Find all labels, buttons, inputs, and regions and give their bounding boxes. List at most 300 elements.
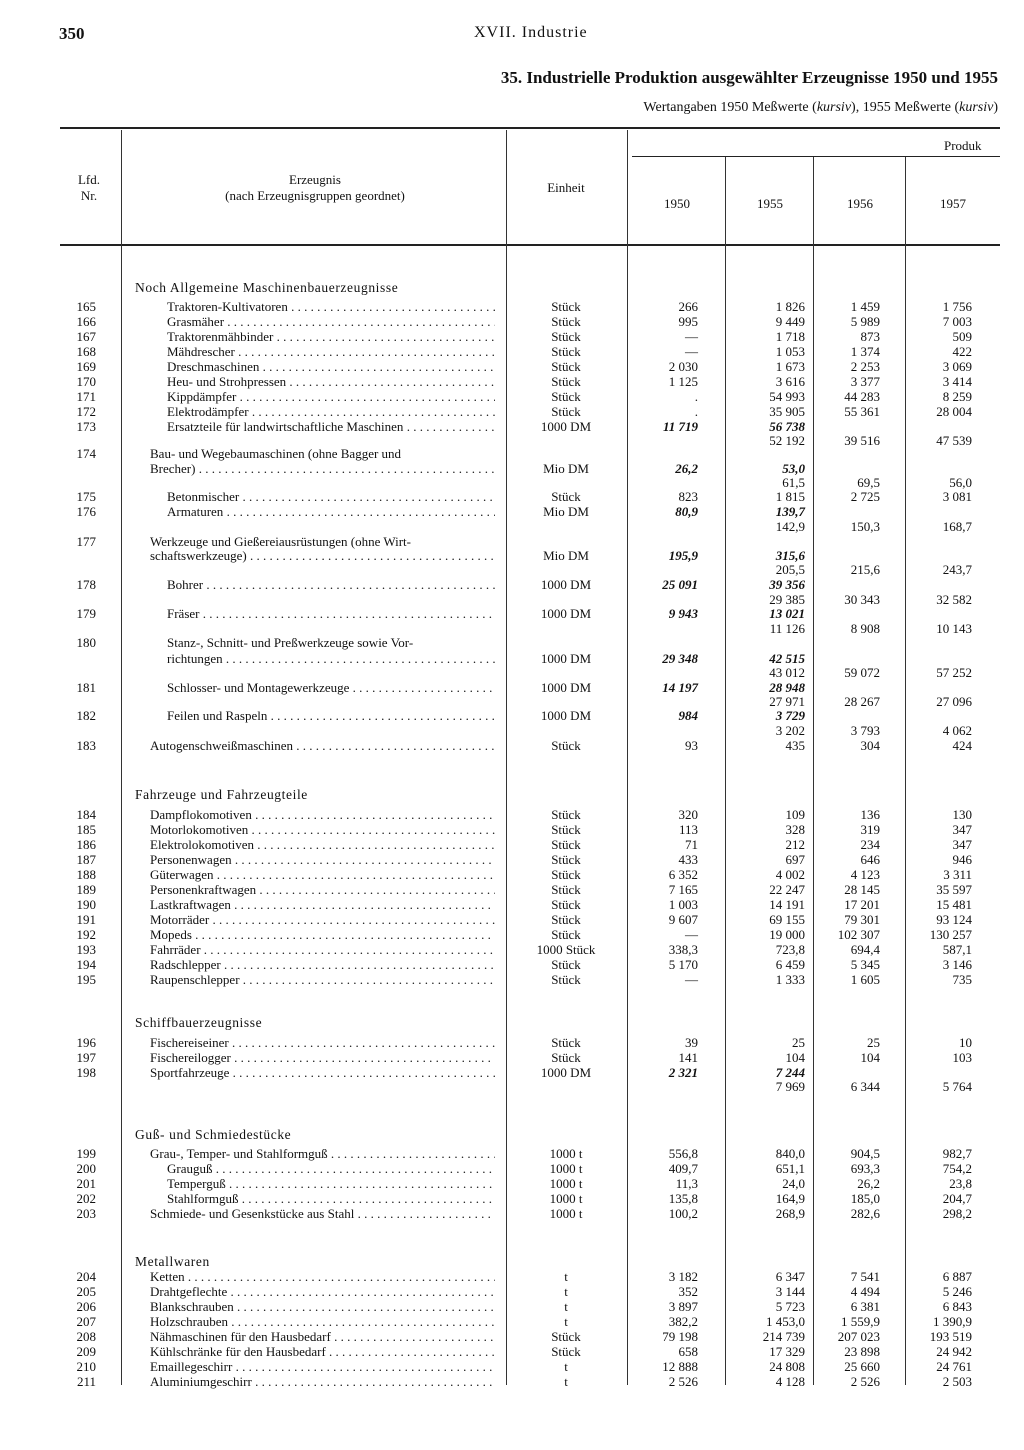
table-row [0, 315, 1024, 329]
value-1955: 3 616 [775, 374, 805, 389]
value-1956: 319 [860, 822, 880, 837]
value-1955: 435 [785, 738, 805, 753]
row-number: 174 [76, 446, 96, 461]
header-produktion: Produk [944, 138, 982, 153]
value-1957: 735 [952, 972, 972, 987]
unit: Stück [551, 807, 581, 822]
product-name: Emaillegeschirr . . . [150, 1360, 495, 1374]
row-number: 165 [76, 299, 96, 314]
product-name: Armaturen . . . [167, 505, 495, 519]
table-row [0, 973, 1024, 987]
header-einheit: Einheit [547, 180, 585, 195]
value-1956: 1 459 [850, 299, 880, 314]
value-1955: 1 053 [775, 344, 805, 359]
value-1950: 3 897 [668, 1299, 698, 1314]
value-1956: 25 [867, 1035, 880, 1050]
product-name: Ersatzteile für landwirtschaftliche Maschinen . . . [167, 420, 495, 434]
table-row [0, 405, 1024, 419]
value-1950: 352 [678, 1284, 698, 1299]
row-number: 180 [76, 635, 96, 650]
value-1955: 9 449 [775, 314, 805, 329]
row-number: 166 [76, 314, 96, 329]
value-1957: 424 [952, 738, 972, 753]
value-1956: 102 307 [837, 927, 880, 942]
value-1950: 11 719 [662, 419, 698, 434]
value-1955: 104 [785, 1050, 805, 1065]
unit: Stück [551, 882, 581, 897]
value-1950: — [685, 972, 698, 987]
value-1955: 723,8 [775, 942, 805, 957]
value-1957: 754,2 [942, 1161, 972, 1176]
row-number: 167 [76, 329, 96, 344]
value-1957: 204,7 [942, 1191, 972, 1206]
value-1956: 79 301 [844, 912, 880, 927]
value-1957: 347 [952, 822, 972, 837]
value-1950: 1 125 [668, 374, 698, 389]
header-lfd-nr: Lfd. Nr. [77, 172, 101, 203]
value-1957: 130 257 [929, 927, 972, 942]
unit: Stück [551, 822, 581, 837]
unit: 1000 DM [540, 419, 592, 434]
unit: Stück [551, 912, 581, 927]
value-1955: 42 515 [769, 651, 805, 666]
value-1950: 382,2 [668, 1314, 698, 1329]
value-1955: 6 347 [775, 1269, 805, 1284]
row-number: 184 [76, 807, 96, 822]
product-name: Radschlepper . . . [150, 958, 495, 972]
value-1956: 5 989 [850, 314, 880, 329]
product-name: Schlosser- und Montagewerkzeuge . . . [167, 681, 495, 695]
row-number: 191 [76, 912, 96, 927]
value-1950: 7 165 [668, 882, 698, 897]
unit: Stück [551, 867, 581, 882]
product-name: Schmiede- und Gesenkstücke aus Stahl . . . [150, 1207, 495, 1221]
value-1957: 347 [952, 837, 972, 852]
value-1950: 195,9 [668, 548, 698, 563]
unit: Mio DM [543, 504, 589, 519]
value-1956: 28 145 [844, 882, 880, 897]
table-row [0, 419, 1024, 448]
value-1956: 185,0 [850, 1191, 880, 1206]
value-1955-measure: 43 012 [769, 665, 805, 680]
table-row [0, 360, 1024, 374]
table-row [0, 504, 1024, 534]
value-1956: 39 516 [844, 433, 880, 448]
value-1956: 2 526 [850, 1374, 880, 1389]
value-1956: 282,6 [850, 1206, 880, 1221]
value-1950: . [694, 404, 698, 419]
product-name: Elektrodämpfer . . . [167, 405, 495, 419]
value-1950: 266 [678, 299, 698, 314]
unit: Stück [551, 1344, 581, 1359]
unit: Stück [551, 329, 581, 344]
row-number: 172 [76, 404, 96, 419]
value-1955: 1 718 [775, 329, 805, 344]
product-name: Kühlschränke für den Hausbedarf . . . [150, 1345, 495, 1359]
row-number: 181 [76, 680, 96, 695]
value-1950: 658 [678, 1344, 698, 1359]
value-1957: 3 081 [942, 489, 972, 504]
row-number: 205 [76, 1284, 96, 1299]
row-number: 193 [76, 942, 96, 957]
row-number: 201 [76, 1176, 96, 1191]
product-name: Fischereiseiner . . . [150, 1036, 495, 1050]
value-1950: 12 888 [662, 1359, 698, 1374]
table-row [0, 913, 1024, 927]
value-1956: 2 253 [850, 359, 880, 374]
value-1950: 11,3 [675, 1176, 698, 1191]
table-row [0, 853, 1024, 867]
product-name: Personenkraftwagen . . . [150, 883, 495, 897]
product-name: Sportfahrzeuge . . . [150, 1066, 495, 1080]
row-number: 209 [76, 1344, 96, 1359]
production-subheader-rule [632, 156, 1000, 157]
unit: t [564, 1359, 568, 1374]
product-name: Mopeds . . . [150, 928, 495, 942]
value-1955-measure: 52 192 [769, 433, 805, 448]
table-row [0, 708, 1024, 738]
value-1955: 3 144 [775, 1284, 805, 1299]
table-row [0, 1162, 1024, 1176]
value-1956: 694,4 [850, 942, 880, 957]
row-number: 169 [76, 359, 96, 374]
table-row [0, 1345, 1024, 1359]
row-number: 210 [76, 1359, 96, 1374]
value-1957: 56,0 [949, 475, 972, 490]
table-row [0, 635, 1024, 680]
unit: Stück [551, 1050, 581, 1065]
header-erzeugnis: Erzeugnis (nach Erzeugnisgruppen geordnet) [225, 172, 405, 203]
value-1957: 3 146 [942, 957, 972, 972]
product-name: Nähmaschinen für den Hausbedarf . . . [150, 1330, 495, 1344]
product-name: Kippdämpfer . . . [167, 390, 495, 404]
product-name: Grasmäher . . . [167, 315, 495, 329]
value-1956: 3 377 [850, 374, 880, 389]
product-name: Bohrer . . . [167, 578, 495, 592]
table-top-rule [60, 127, 1000, 129]
header-year-1956: 1956 [847, 196, 873, 211]
row-number: 175 [76, 489, 96, 504]
value-1956: 44 283 [844, 389, 880, 404]
unit: Stück [551, 374, 581, 389]
value-1955: 13 021 [769, 606, 805, 621]
value-1956: 6 381 [850, 1299, 880, 1314]
product-name-continued: Brecher) . . . [150, 462, 495, 476]
row-number: 171 [76, 389, 96, 404]
table-row [0, 1285, 1024, 1299]
value-1950: 338,3 [668, 942, 698, 957]
row-number: 176 [76, 504, 96, 519]
value-1957: 7 003 [942, 314, 972, 329]
row-number: 190 [76, 897, 96, 912]
value-1956: 150,3 [850, 519, 880, 534]
value-1956: 2 725 [850, 489, 880, 504]
value-1955: 53,0 [782, 461, 805, 476]
row-number: 200 [76, 1161, 96, 1176]
value-1950: 113 [678, 822, 698, 837]
value-1950: 26,2 [675, 461, 698, 476]
value-1957: 193 519 [929, 1329, 972, 1344]
unit: Mio DM [543, 548, 589, 563]
product-name: Werkzeuge und Gießereiausrüstungen (ohne Wirt- [150, 535, 411, 549]
product-name: Fahrräder . . . [150, 943, 495, 957]
value-1957: 32 582 [936, 592, 972, 607]
value-1950: 39 [685, 1035, 698, 1050]
unit: 1000 DM [540, 708, 592, 723]
value-1956: 215,6 [850, 562, 880, 577]
value-1957: 15 481 [936, 897, 972, 912]
row-number: 211 [76, 1374, 96, 1389]
product-name: Traktoren-Kultivatoren . . . [167, 300, 495, 314]
value-1950: 2 526 [668, 1374, 698, 1389]
value-1955: 24,0 [782, 1176, 805, 1191]
value-1955: 214 739 [762, 1329, 805, 1344]
value-1950: 433 [678, 852, 698, 867]
value-1956: 136 [860, 807, 880, 822]
value-1956: 30 343 [844, 592, 880, 607]
product-name: Ketten . . . [150, 1270, 495, 1284]
table-row [0, 1177, 1024, 1191]
value-1955: 17 329 [769, 1344, 805, 1359]
unit: 1000 t [549, 1206, 583, 1221]
value-1957: 587,1 [942, 942, 972, 957]
value-1955: 19 000 [769, 927, 805, 942]
value-1957: 93 124 [936, 912, 972, 927]
product-name: Lastkraftwagen . . . [150, 898, 495, 912]
table-row [0, 606, 1024, 636]
table-row [0, 739, 1024, 753]
value-1955: 35 905 [769, 404, 805, 419]
value-1955-measure: 205,5 [775, 562, 805, 577]
table-row [0, 1192, 1024, 1206]
value-1950: 79 198 [662, 1329, 698, 1344]
table-row [0, 1065, 1024, 1094]
product-name: Güterwagen . . . [150, 868, 495, 882]
unit: t [564, 1374, 568, 1389]
value-1950: 29 348 [662, 651, 698, 666]
value-1950: 141 [678, 1050, 698, 1065]
table-row [0, 1051, 1024, 1065]
header-year-1955: 1955 [757, 196, 783, 211]
value-1956: 26,2 [857, 1176, 880, 1191]
value-1950: 2 030 [668, 359, 698, 374]
unit: t [564, 1299, 568, 1314]
product-name: Heu- und Strohpressen . . . [167, 375, 495, 389]
value-1955: 39 356 [769, 577, 805, 592]
table-row [0, 446, 1024, 490]
table-row [0, 838, 1024, 852]
value-1956: 17 201 [844, 897, 880, 912]
value-1955: 139,7 [775, 504, 805, 519]
group-heading: Fahrzeuge und Fahrzeugteile [135, 787, 308, 802]
product-name: Betonmischer . . . [167, 490, 495, 504]
row-number: 204 [76, 1269, 96, 1284]
table-row [0, 898, 1024, 912]
row-number: 197 [76, 1050, 96, 1065]
product-name: Dreschmaschinen . . . [167, 360, 495, 374]
product-name-continued: schaftswerkzeuge) . . . [150, 549, 495, 563]
product-name: Blankschrauben . . . [150, 1300, 495, 1314]
row-number: 192 [76, 927, 96, 942]
value-1950: 1 003 [668, 897, 698, 912]
product-name: Autogenschweißmaschinen . . . [150, 739, 495, 753]
product-name: Elektrolokomotiven . . . [150, 838, 495, 852]
value-1956: 69,5 [857, 475, 880, 490]
value-1957: 1 390,9 [933, 1314, 972, 1329]
value-1950: 100,2 [668, 1206, 698, 1221]
row-number: 202 [76, 1191, 96, 1206]
unit: Stück [551, 314, 581, 329]
table-row [0, 808, 1024, 822]
value-1956: 207 023 [837, 1329, 880, 1344]
table-row [0, 1315, 1024, 1329]
value-1956: 4 494 [850, 1284, 880, 1299]
value-1956: 1 374 [850, 344, 880, 359]
value-1955: 328 [785, 822, 805, 837]
value-1955: 4 128 [775, 1374, 805, 1389]
value-1956: 693,3 [850, 1161, 880, 1176]
value-1957: 8 259 [942, 389, 972, 404]
unit: Stück [551, 404, 581, 419]
row-number: 185 [76, 822, 96, 837]
unit: 1000 DM [540, 577, 592, 592]
value-1950: — [685, 927, 698, 942]
table-row [0, 1036, 1024, 1050]
value-1955: 268,9 [775, 1206, 805, 1221]
value-1957: 47 539 [936, 433, 972, 448]
value-1955: 24 808 [769, 1359, 805, 1374]
value-1957: 1 756 [942, 299, 972, 314]
value-1957: 3 311 [943, 867, 972, 882]
table-row [0, 375, 1024, 389]
value-1956: 104 [860, 1050, 880, 1065]
product-name: Aluminiumgeschirr . . . [150, 1375, 495, 1389]
table-row [0, 1375, 1024, 1389]
value-1950: 14 197 [662, 680, 698, 695]
value-1956: 646 [860, 852, 880, 867]
value-1957: 5 246 [942, 1284, 972, 1299]
unit: 1000 t [549, 1176, 583, 1191]
product-name: Motorräder . . . [150, 913, 495, 927]
value-1956: 3 793 [850, 723, 880, 738]
table-row [0, 883, 1024, 897]
value-1956: 25 660 [844, 1359, 880, 1374]
value-1957: 298,2 [942, 1206, 972, 1221]
unit: Stück [551, 489, 581, 504]
product-name: Traktorenmähbinder . . . [167, 330, 495, 344]
row-number: 207 [76, 1314, 96, 1329]
row-number: 194 [76, 957, 96, 972]
table-row [0, 958, 1024, 972]
table-row [0, 1270, 1024, 1284]
table-row [0, 534, 1024, 577]
value-1950: 25 091 [662, 577, 698, 592]
unit: Stück [551, 738, 581, 753]
value-1955: 3 729 [775, 708, 805, 723]
product-name: Holzschrauben . . . [150, 1315, 495, 1329]
value-1950: 80,9 [675, 504, 698, 519]
unit: 1000 t [549, 1161, 583, 1176]
value-1957: 3 414 [942, 374, 972, 389]
unit: Stück [551, 344, 581, 359]
row-number: 206 [76, 1299, 96, 1314]
product-name: Stahlformguß . . . [167, 1192, 495, 1206]
row-number: 179 [76, 606, 96, 621]
value-1955: 315,6 [775, 548, 805, 563]
row-number: 196 [76, 1035, 96, 1050]
product-name: Grau-, Temper- und Stahlformguß . . . [150, 1147, 495, 1161]
header-year-1957: 1957 [940, 196, 966, 211]
unit: Mio DM [543, 461, 589, 476]
product-name: Drahtgeflechte . . . [150, 1285, 495, 1299]
value-1955: 6 459 [775, 957, 805, 972]
unit: 1000 DM [540, 680, 592, 695]
row-number: 208 [76, 1329, 96, 1344]
value-1957: 35 597 [936, 882, 972, 897]
table-row [0, 823, 1024, 837]
value-1955-measure: 61,5 [782, 475, 805, 490]
group-heading: Guß- und Schmiedestücke [135, 1127, 292, 1142]
row-number: 188 [76, 867, 96, 882]
value-1955-measure: 29 385 [769, 592, 805, 607]
row-number: 195 [76, 972, 96, 987]
value-1957: 2 503 [942, 1374, 972, 1389]
product-name: Mähdrescher . . . [167, 345, 495, 359]
value-1955: 7 244 [775, 1065, 805, 1080]
value-1957: 982,7 [942, 1146, 972, 1161]
value-1950: 3 182 [668, 1269, 698, 1284]
table-row [0, 1207, 1024, 1221]
group-heading: Metallwaren [135, 1254, 210, 1269]
value-1957: 10 [959, 1035, 972, 1050]
value-1955: 1 815 [775, 489, 805, 504]
unit: Stück [551, 299, 581, 314]
page-number: 350 [59, 24, 85, 43]
value-1955: 164,9 [775, 1191, 805, 1206]
product-name: Stanz-, Schnitt- und Preßwerkzeuge sowie Vor- [167, 636, 414, 650]
value-1955: 69 155 [769, 912, 805, 927]
product-name: Motorlokomotiven . . . [150, 823, 495, 837]
value-1955-measure: 7 969 [775, 1079, 805, 1094]
value-1955: 697 [785, 852, 805, 867]
table-row [0, 330, 1024, 344]
unit: Stück [551, 972, 581, 987]
unit: Stück [551, 837, 581, 852]
value-1957: 168,7 [942, 519, 972, 534]
value-1957: 57 252 [936, 665, 972, 680]
table-row [0, 577, 1024, 607]
value-1957: 130 [952, 807, 972, 822]
row-number: 177 [76, 534, 96, 549]
group-heading: Noch Allgemeine Maschinenbauerzeugnisse [135, 280, 399, 295]
value-1956: 5 345 [850, 957, 880, 972]
value-1956: 1 605 [850, 972, 880, 987]
value-1955: 56 738 [769, 419, 805, 434]
value-1957: 103 [952, 1050, 972, 1065]
value-1957: 946 [952, 852, 972, 867]
unit: Stück [551, 852, 581, 867]
value-1956: 904,5 [850, 1146, 880, 1161]
table-row [0, 490, 1024, 504]
unit: Stück [551, 957, 581, 972]
value-1957: 24 761 [936, 1359, 972, 1374]
unit: 1000 DM [540, 1065, 592, 1080]
value-1955: 22 247 [769, 882, 805, 897]
table-row [0, 300, 1024, 314]
unit: 1000 DM [540, 651, 592, 666]
table-subtitle: Wertangaben 1950 Meßwerte (kursiv), 1955 Meßwerte (kursiv) [643, 100, 998, 115]
value-1950: 409,7 [668, 1161, 698, 1176]
